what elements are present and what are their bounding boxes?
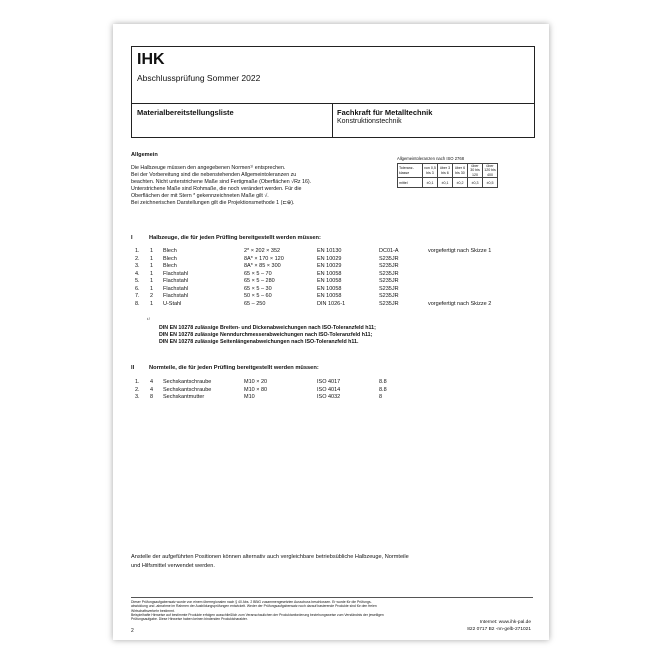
footer-line: abwicklung und -abnahme im Rahmen der Ausbildungsprüfungen entwickelt. Weder der Prüfungsaufgabensatz noch darauf basierende Produkte sind für den freien xyxy=(131,604,377,609)
cell-mat: S235JR xyxy=(379,263,399,269)
cell-name: Flachstahl xyxy=(163,278,189,284)
cell-name: Flachstahl xyxy=(163,293,189,299)
cell-name: Flachstahl xyxy=(163,270,189,277)
tolerance-col: über 30 bis 120 xyxy=(468,164,483,178)
footer-line: Beispielhafte Hinweise auf bestimmte Produkte erfolgen ausschließlich zum Veranschaulichen der Produktanforderung beziehungsweise zum Verständnis der jeweiligen xyxy=(131,612,384,617)
cell-pos: 5. xyxy=(135,278,140,284)
cell-dim: 8A* × 85 × 300 xyxy=(244,263,281,269)
tolerance-col: über 3 bis 6 xyxy=(438,164,453,178)
footer-divider xyxy=(131,597,533,598)
general-line: beachten. Nicht unterstrichene Maße sind Fertigmaße (Oberflächen √Rz 16). xyxy=(131,179,312,185)
tolerance-col: von 0,5 bis 3 xyxy=(423,164,438,178)
cell-note: vorgefertigt nach Skizze 1 xyxy=(428,248,492,254)
general-heading: Allgemein xyxy=(131,152,158,158)
cell-norm: EN 10058 xyxy=(317,270,342,277)
cell-dim: 65 × 5 – 70 xyxy=(244,270,272,277)
cell-mat: S235JR xyxy=(379,293,399,299)
cell-qty: 4 xyxy=(150,379,154,385)
footer-line: Wirtschaftsverkehr bestimmt. xyxy=(131,608,175,613)
cell-qty: 1 xyxy=(150,300,154,307)
cell-pos: 7. xyxy=(135,293,140,299)
cell-norm: EN 10029 xyxy=(317,263,342,269)
cell-dim: M10 × 80 xyxy=(244,386,268,393)
cell-mat: 8 xyxy=(379,394,383,400)
tolerance-value: ±0,1 xyxy=(438,178,453,188)
cell-qty: 2 xyxy=(150,293,154,299)
cell-name: Blech xyxy=(163,248,177,254)
cell-qty: 1 xyxy=(150,270,154,277)
trade-title: Fachkraft für Metalltechnik xyxy=(337,108,433,117)
section2-number: II xyxy=(131,365,135,371)
cell-mat: DC01-A xyxy=(379,248,399,254)
cell-mat: S235JR xyxy=(379,285,399,292)
general-line: Bei der Vorbereitung sind die nebenstehenden Allgemeintoleranzen zu xyxy=(131,172,297,178)
section2-title: Normteile, die für jeden Prüfling bereitgestellt werden müssen: xyxy=(149,365,319,371)
cell-pos: 2. xyxy=(135,386,140,393)
cell-dim: 8A* × 170 × 120 xyxy=(244,255,284,262)
alternative-note xyxy=(131,553,535,570)
footer-info xyxy=(467,620,531,633)
cell-mat: S235JR xyxy=(379,255,399,262)
footer-line: Prüfungsaufgabe. Diese Hinweise haben keinen bindenden Produktcharakter. xyxy=(131,617,248,622)
cell-qty: 8 xyxy=(150,394,154,400)
cell-name: Blech xyxy=(163,255,177,262)
header-top xyxy=(132,47,534,104)
cell-dim: 2* × 202 × 352 xyxy=(244,248,281,254)
general-line: Die Halbzeuge müssen den angegebenen Normen¹⁾ entsprechen. xyxy=(131,165,286,171)
general-text xyxy=(131,165,393,207)
tolerance-row-label: Toleranz-klasse xyxy=(398,164,423,178)
footnote-line: DIN EN 10278 zulässige Nenndurchmesserabweichungen nach ISO-Toleranzfeld h11; xyxy=(159,332,373,338)
cell-dim: M10 xyxy=(244,394,255,400)
cell-pos: 2. xyxy=(135,255,140,262)
footer-internet: Internet: www.ihk-pal.de xyxy=(479,620,531,625)
alternative-line: und Hilfsmittel verwendet werden. xyxy=(131,562,215,569)
cell-norm: EN 10058 xyxy=(317,293,342,299)
general-line: Unterstrichene Maße sind Rohmaße, die noch verändert werden. Für die xyxy=(131,186,302,192)
ihk-logo: IHK xyxy=(137,51,165,68)
page-number: 2 xyxy=(131,628,134,634)
cell-norm: ISO 4014 xyxy=(317,386,341,393)
cell-norm: ISO 4032 xyxy=(317,394,341,400)
alternative-line: Anstelle der aufgeführten Positionen können alternativ auch vergleichbare betriebsübliche Halbzeuge, Normteile xyxy=(131,554,409,560)
footnote-line: DIN EN 10278 zulässige Breiten- und Dickenabweichungen nach ISO-Toleranzfeld h11; xyxy=(159,325,376,331)
cell-pos: 3. xyxy=(135,263,140,269)
footnote-text xyxy=(159,325,539,346)
cell-dim: M10 × 20 xyxy=(244,379,268,385)
cell-qty: 4 xyxy=(150,386,154,393)
exam-title: Abschlussprüfung Sommer 2022 xyxy=(137,73,261,83)
cell-dim: 65 × 5 – 30 xyxy=(244,285,272,292)
tolerance-table xyxy=(397,163,498,188)
cell-mat: 8.8 xyxy=(379,386,387,393)
footer-code: 822 0717 B2 -nn-gelb-271021 xyxy=(467,626,531,632)
cell-norm: EN 10029 xyxy=(317,255,342,262)
cell-norm: EN 10058 xyxy=(317,278,342,284)
cell-mat: S235JR xyxy=(379,270,399,277)
header-divider xyxy=(332,103,333,137)
cell-name: Sechskantschraube xyxy=(163,386,212,393)
tolerance-col: über 6 bis 30 xyxy=(453,164,468,178)
footnote-line: DIN EN 10278 zulässige Seitenlängenabweichungen nach ISO-Toleranzfeld h11. xyxy=(159,339,359,345)
list-title: Materialbereitstellungsliste xyxy=(137,108,234,117)
cell-pos: 1. xyxy=(135,379,140,385)
cell-pos: 3. xyxy=(135,394,140,400)
general-line: Oberflächen der mit Stern * gekennzeichneten Maße gilt √. xyxy=(131,193,269,199)
specialty-title: Konstruktionstechnik xyxy=(337,118,402,125)
cell-norm: EN 10130 xyxy=(317,248,342,254)
cell-dim: 65 – 250 xyxy=(244,300,266,307)
footer-line: Dieser Prüfungsaufgabensatz wurde von einem überregionalen nach § 40 Abs. 2 BBiG zusammengesetzten Ausschuss beschlossen. Er wurde für die Prüfungs- xyxy=(131,600,372,604)
cell-name: Blech xyxy=(163,263,177,269)
footnote-mark: ¹⁾ xyxy=(147,317,150,323)
cell-norm: EN 10058 xyxy=(317,285,342,292)
cell-mat: S235JR xyxy=(379,300,399,307)
tolerance-caption: Allgemeintoleranzen nach ISO 2768 xyxy=(397,156,465,161)
cell-mat: 8.8 xyxy=(379,379,387,385)
tolerance-value: ±0,2 xyxy=(453,178,468,188)
header-box xyxy=(131,46,535,138)
cell-name: Sechskantschraube xyxy=(163,379,212,385)
cell-note: vorgefertigt nach Skizze 2 xyxy=(428,300,492,307)
cell-qty: 1 xyxy=(150,278,154,284)
footer-disclaimer xyxy=(131,600,531,621)
cell-qty: 1 xyxy=(150,255,154,262)
tolerance-value: ±0,5 xyxy=(483,178,498,188)
tolerance-col: über 120 bis 400 xyxy=(484,164,496,177)
cell-name: Flachstahl xyxy=(163,285,189,292)
cell-pos: 8. xyxy=(135,300,140,307)
document-page xyxy=(113,24,549,640)
cell-pos: 1. xyxy=(135,248,140,254)
cell-norm: DIN 1026-1 xyxy=(317,300,346,307)
cell-pos: 6. xyxy=(135,285,140,292)
cell-pos: 4. xyxy=(135,270,140,277)
section1-title: Halbzeuge, die für jeden Prüfling bereitgestellt werden müssen: xyxy=(149,235,321,241)
tolerance-value: ±0,3 xyxy=(468,178,483,188)
cell-norm: ISO 4017 xyxy=(317,379,341,385)
cell-mat: S235JR xyxy=(379,278,399,284)
general-line: Bei zeichnerischen Darstellungen gilt die Projektionsmethode 1 (⊏⊕). xyxy=(131,200,295,206)
cell-qty: 1 xyxy=(150,248,154,254)
cell-name: Sechskantmutter xyxy=(163,394,205,400)
cell-dim: 65 × 5 – 280 xyxy=(244,278,275,284)
cell-dim: 50 × 5 – 60 xyxy=(244,293,272,299)
cell-qty: 1 xyxy=(150,285,154,292)
section1-number: I xyxy=(131,235,133,241)
cell-qty: 1 xyxy=(150,263,154,269)
cell-name: U-Stahl xyxy=(163,300,182,307)
tolerance-value: ±0,1 xyxy=(423,178,438,188)
tolerance-class: mittel xyxy=(398,178,423,188)
